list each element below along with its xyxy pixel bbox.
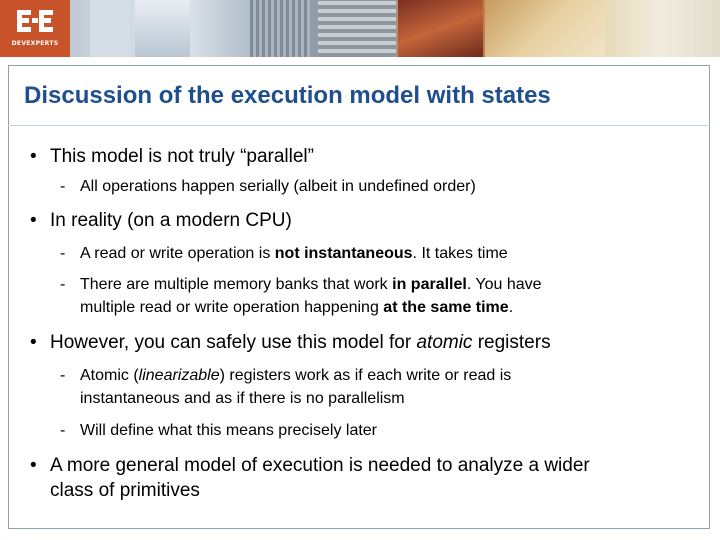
bullet-text: In reality (on a modern CPU) <box>50 210 292 231</box>
bullet-icon: • <box>30 210 37 231</box>
dash-icon: - <box>60 245 66 262</box>
sub-bullet-item <box>60 364 511 410</box>
emphasis-text: at the same time <box>383 299 509 316</box>
emphasis-text: linearizable <box>138 367 220 384</box>
sub-bullet-text: There are multiple memory banks that work in parallel. You have multiple read or write operation happening at the same time. <box>80 276 542 316</box>
bullet-item <box>30 332 551 354</box>
sub-bullet-item <box>60 175 476 198</box>
emphasis-text: in parallel <box>392 276 467 293</box>
sub-bullet-text: A read or write operation is not instantaneous. It takes time <box>80 245 508 262</box>
sub-bullet-text: Will define what this means precisely later <box>80 422 378 439</box>
sub-bullet-text: Atomic (linearizable) registers work as if each write or read is instantaneous and as if there is no parallelism <box>80 367 512 407</box>
logo-text: DEVEXPERTS <box>11 40 59 47</box>
bullet-icon: • <box>30 455 37 476</box>
bullet-text: However, you can safely use this model for atomic registers <box>50 332 551 353</box>
bullet-item <box>30 453 590 503</box>
dash-icon: - <box>60 367 66 384</box>
emphasis-text: not instantaneous <box>274 245 413 262</box>
dash-icon: - <box>60 178 66 195</box>
bullet-item <box>30 146 314 168</box>
sub-bullet-item <box>60 419 377 442</box>
slide-title: Discussion of the execution model with states <box>24 82 551 109</box>
emphasis-text: atomic <box>416 332 473 353</box>
bullet-icon: • <box>30 146 37 167</box>
dash-icon: - <box>60 422 66 439</box>
sub-bullet-text: All operations happen serially (albeit in undefined order) <box>80 178 476 195</box>
bullet-item <box>30 210 292 232</box>
sub-bullet-item <box>60 273 542 319</box>
bullet-icon: • <box>30 332 37 353</box>
dash-icon: - <box>60 276 66 293</box>
sub-bullet-item <box>60 242 508 265</box>
bullet-text: A more general model of execution is needed to analyze a wider class of primitives <box>50 455 590 501</box>
bullet-text: This model is not truly “parallel” <box>50 146 314 167</box>
